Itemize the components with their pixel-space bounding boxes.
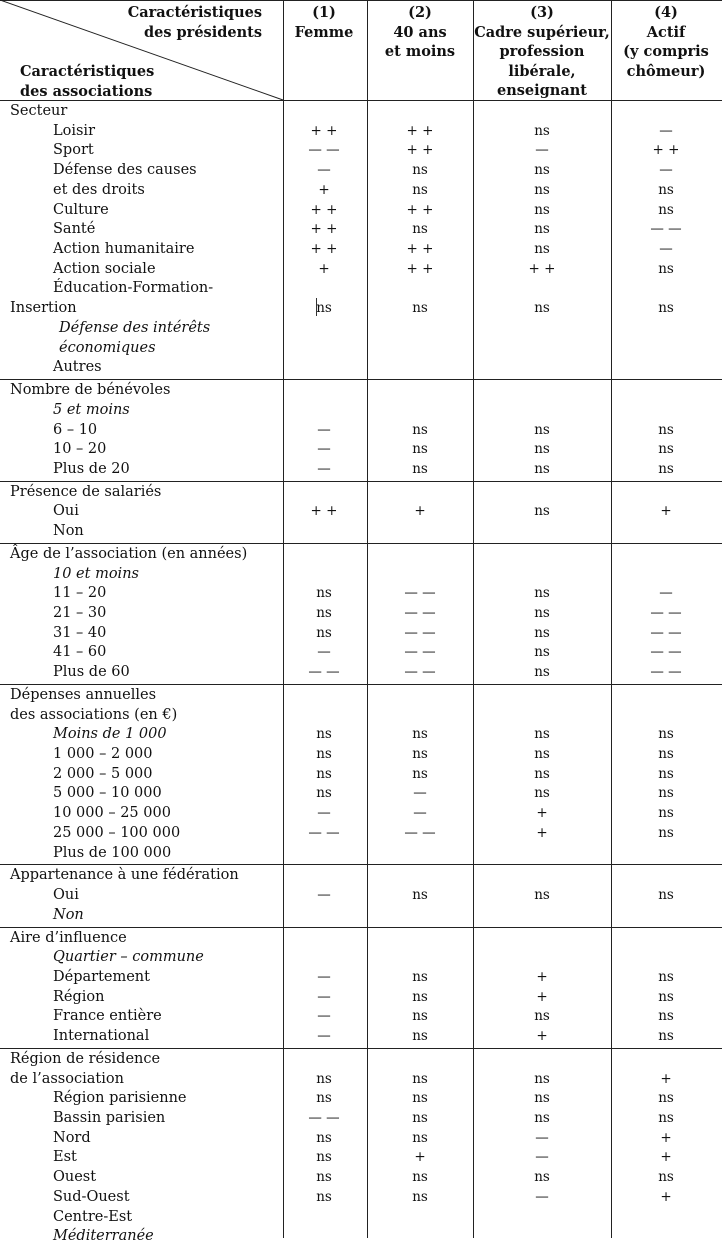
cell-col-1: + [318,181,330,198]
row-label: 10 et moins [53,565,139,582]
cell-col-3: + [536,988,548,1005]
row-label: 2 000 – 5 000 [53,765,153,782]
row-label: et des droits [53,181,145,198]
cell-col-2: ns [412,746,428,763]
cell-col-1: ns [316,726,332,743]
row-label: des associations (en €) [10,706,178,723]
cell-col-3: ns [534,201,550,218]
cell-col-3: + [536,805,548,822]
cell-col-3: ns [534,181,550,198]
cell-col-3: ns [534,605,550,621]
cell-col-4: — — [650,664,682,681]
cell-col-1: ns [316,1169,332,1186]
row-label: 11 – 20 [53,585,107,602]
section-rule [0,379,722,380]
row-label: International [53,1028,150,1045]
cell-col-4: — [659,162,673,179]
cell-col-3: ns [534,162,550,179]
row-label: de l’association [10,1070,124,1087]
cell-col-1: — [317,644,331,661]
cell-col-4: ns [658,785,674,802]
row-label: 6 – 10 [53,421,98,438]
column-header-line: chômeur) [626,62,706,80]
cell-col-2: + + [406,260,434,277]
cell-col-3: ns [534,726,550,743]
cell-col-4: ns [658,765,674,782]
row-label: Culture [53,201,109,218]
cell-col-1: ns [316,1129,332,1146]
cell-col-2: ns [412,460,428,477]
cell-col-4: ns [658,968,674,985]
cell-col-2: ns [412,421,428,438]
row-label: Méditerranée [53,1228,154,1245]
row-label: Plus de 60 [53,664,130,681]
cell-col-3: ns [534,1169,550,1186]
cell-col-2: — — [404,624,436,641]
column-header-line: et moins [384,43,456,60]
column-header-line: Cadre supérieur, [474,23,610,41]
cell-col-4: — — [650,605,682,621]
cell-col-1: + + [310,503,338,520]
cell-col-2: ns [412,765,428,782]
cell-col-2: ns [412,181,428,198]
cell-col-4: — [659,241,673,258]
cell-col-2: ns [412,968,428,985]
cell-col-4: + [660,1070,672,1087]
cell-col-3: — [535,1149,549,1166]
cell-col-4: + [660,1149,672,1166]
cell-col-3: + [536,1028,548,1045]
cell-col-4: ns [658,300,674,317]
header-associations [20,62,154,101]
cell-col-1: ns [316,585,332,602]
row-label: Santé [53,221,96,238]
column-header-line: 40 ans [393,23,447,41]
cell-col-2: — — [404,644,436,661]
cell-col-2: + + [406,122,434,139]
cell-col-4: — [659,122,673,139]
column-number: (3) [530,4,554,21]
cell-col-4: ns [658,1090,674,1107]
cell-col-3: — [535,142,549,159]
cell-col-2: — [413,785,427,802]
cell-col-4: ns [658,1008,674,1025]
row-label: 31 – 40 [53,624,107,641]
cell-col-3: ns [534,785,550,802]
column-header-1 [282,3,366,42]
cell-col-1: — [317,968,331,985]
cell-col-2: ns [412,988,428,1005]
cell-col-2: ns [412,1188,428,1205]
row-label: 5 et moins [53,401,130,418]
column-header-line: Actif [646,23,686,41]
column-header-line: libérale, [508,62,576,80]
cell-col-1: + + [310,241,338,258]
cell-col-2: — — [404,824,436,841]
row-label: 10 000 – 25 000 [53,805,171,822]
row-label: Bassin parisien [53,1110,166,1126]
cell-col-1: — — [308,664,340,681]
cell-col-1: ns [316,1070,332,1087]
row-label: Région [53,988,105,1005]
column-header-line: Femme [294,23,354,41]
column-header-4 [611,3,722,81]
cell-col-3: ns [534,221,550,238]
row-label: Nombre de bénévoles [10,382,171,399]
cell-col-3: ns [534,887,550,904]
cell-col-4: — — [650,644,682,661]
cell-col-2: ns [412,726,428,743]
cell-col-2: — — [404,664,436,681]
cell-col-1: ns [316,1149,332,1166]
cell-col-4: — — [650,221,682,238]
cell-col-1: — — [308,824,340,841]
cell-col-3: + [536,968,548,985]
cell-col-1: + + [310,201,338,218]
row-label: Présence de salariés [10,483,162,500]
row-label: Action humanitaire [53,241,195,258]
row-label: économiques [59,339,156,356]
row-label: Action sociale [53,260,156,277]
cell-col-3: ns [534,300,550,317]
cell-col-4: ns [658,1028,674,1045]
header-associations-line: Caractéristiques [20,63,155,80]
cell-col-1: — [317,441,331,458]
column-number: (2) [408,4,432,21]
cell-col-1: — [317,162,331,179]
cell-col-3: — [535,1129,549,1146]
cell-col-3: ns [534,765,550,782]
cell-col-2: ns [412,887,428,904]
cell-col-2: ns [412,1129,428,1146]
column-number: (1) [312,4,336,21]
row-label: Région de résidence [10,1050,161,1067]
cell-col-3: ns [534,460,550,477]
column-header-2 [367,3,473,62]
table-top-rule [0,0,722,1]
cell-col-3: ns [534,1090,550,1107]
row-label: 41 – 60 [53,644,107,661]
header-bottom-rule [0,100,722,101]
row-label: Plus de 20 [53,460,130,477]
cell-col-1: — [317,988,331,1005]
cell-col-2: ns [412,1090,428,1107]
cell-col-1: — [317,805,331,822]
cell-col-3: ns [534,421,550,438]
header-presidents [32,3,262,42]
cell-col-1: ns [316,1090,332,1107]
row-label: Défense des intérêts [59,319,211,336]
cell-col-1: ns [316,605,332,621]
cell-col-1: — — [308,1110,340,1126]
cell-col-2: ns [412,1110,428,1126]
cell-col-2: ns [412,221,428,238]
row-label: Âge de l’association (en années) [10,545,248,562]
row-label: Région parisienne [53,1090,187,1107]
cell-col-3: ns [534,441,550,458]
cell-col-2: ns [412,1169,428,1186]
cell-col-2: + [414,503,426,520]
column-header-line: enseignant [497,82,587,99]
cell-col-4: ns [658,988,674,1005]
row-label: Ouest [53,1169,97,1186]
cell-col-3: ns [534,644,550,661]
cell-col-4: ns [658,181,674,198]
cell-col-3: ns [534,746,550,763]
column-rule [367,0,368,1238]
row-label: 1 000 – 2 000 [53,746,153,763]
cell-col-4: ns [658,887,674,904]
cell-col-2: ns [412,1070,428,1087]
row-label: Défense des causes [53,162,197,179]
header-associations-line: des associations [20,82,153,100]
cell-col-2: ns [412,162,428,179]
row-label: Aire d’influence [10,929,127,946]
row-label: Quartier – commune [53,949,204,966]
column-header-3 [473,3,611,101]
cell-col-1: ns [316,1188,332,1205]
row-label: Appartenance à une fédération [10,867,239,884]
cell-col-4: — [659,585,673,602]
cell-col-1: ns [316,746,332,763]
row-label: Secteur [10,103,68,119]
column-rule [611,0,612,1238]
row-label: 25 000 – 100 000 [53,824,181,841]
cell-col-1: ns [316,785,332,802]
cell-col-4: ns [658,201,674,218]
column-header-line: profession [499,43,585,60]
cell-col-4: ns [658,460,674,477]
column-header-line: (y compris [623,43,709,60]
column-rule [473,0,474,1238]
cell-col-4: ns [658,726,674,743]
cell-col-3: + + [528,260,556,277]
cell-col-1: — [317,460,331,477]
cell-col-3: ns [534,585,550,602]
cell-col-1: — [317,1008,331,1025]
cell-col-2: ns [412,1028,428,1045]
cell-col-1: ns [316,300,332,317]
cell-col-2: + + [406,241,434,258]
cell-col-4: + + [652,142,680,159]
cell-col-1: ns [316,624,332,641]
cell-col-3: ns [534,1110,550,1126]
row-label: Centre-Est [53,1208,133,1225]
row-label: Plus de 100 000 [53,844,172,861]
column-number: (4) [654,4,678,21]
cell-col-1: — [317,1028,331,1045]
cell-col-1: — [317,887,331,904]
header-presidents-line: Caractéristiques [127,4,262,21]
cell-col-3: ns [534,503,550,520]
cell-col-2: ns [412,300,428,317]
cell-col-3: ns [534,122,550,139]
cell-col-1: — [317,421,331,438]
cell-col-3: ns [534,664,550,681]
cell-col-2: — — [404,585,436,602]
row-label: Éducation-Formation- [53,280,214,297]
section-rule [0,684,722,685]
row-label: Non [53,523,84,540]
row-label: Dépenses annuelles [10,686,157,703]
row-label: Nord [53,1129,91,1146]
cell-col-4: ns [658,1110,674,1126]
cell-col-4: ns [658,1169,674,1186]
cell-col-1: ns [316,765,332,782]
cell-col-3: ns [534,1070,550,1087]
cell-col-1: + + [310,221,338,238]
header-presidents-line: des présidents [143,23,262,41]
row-label: Autres [53,359,102,376]
cell-col-2: ns [412,1008,428,1025]
cell-col-2: + [414,1149,426,1166]
row-label: 10 – 20 [53,441,107,458]
row-label: Sport [53,142,94,159]
cell-col-4: — — [650,624,682,641]
cell-col-4: + [660,503,672,520]
column-rule [283,0,284,1238]
cell-col-3: ns [534,241,550,258]
cell-col-4: ns [658,421,674,438]
row-label: France entière [53,1008,162,1025]
cell-col-4: ns [658,441,674,458]
row-label: Loisir [53,122,96,139]
row-label: 21 – 30 [53,605,107,621]
row-label: Moins de 1 000 [53,726,167,743]
cell-col-3: ns [534,1008,550,1025]
cell-col-4: ns [658,805,674,822]
cell-col-1: + [318,260,330,277]
row-label: Oui [53,503,79,520]
cell-col-3: ns [534,624,550,641]
row-label: Non [53,906,84,923]
cell-col-2: + + [406,201,434,218]
cell-col-4: ns [658,746,674,763]
cell-col-3: + [536,824,548,841]
cell-col-1: — — [308,142,340,159]
section-rule [0,864,722,865]
cell-col-1: + + [310,122,338,139]
row-label: Oui [53,887,79,904]
cell-col-4: + [660,1129,672,1146]
cell-col-2: — [413,805,427,822]
cell-col-4: ns [658,824,674,841]
cell-col-4: ns [658,260,674,277]
text-cursor [316,298,317,316]
cell-col-3: — [535,1188,549,1205]
row-label: Département [53,968,150,985]
row-label: Insertion [10,300,77,317]
cell-col-2: — — [404,605,436,621]
cell-col-2: + + [406,142,434,159]
row-label: Est [53,1149,77,1166]
row-label: Sud-Ouest [53,1188,130,1205]
cell-col-2: ns [412,441,428,458]
cell-col-4: + [660,1188,672,1205]
row-label: 5 000 – 10 000 [53,785,162,802]
